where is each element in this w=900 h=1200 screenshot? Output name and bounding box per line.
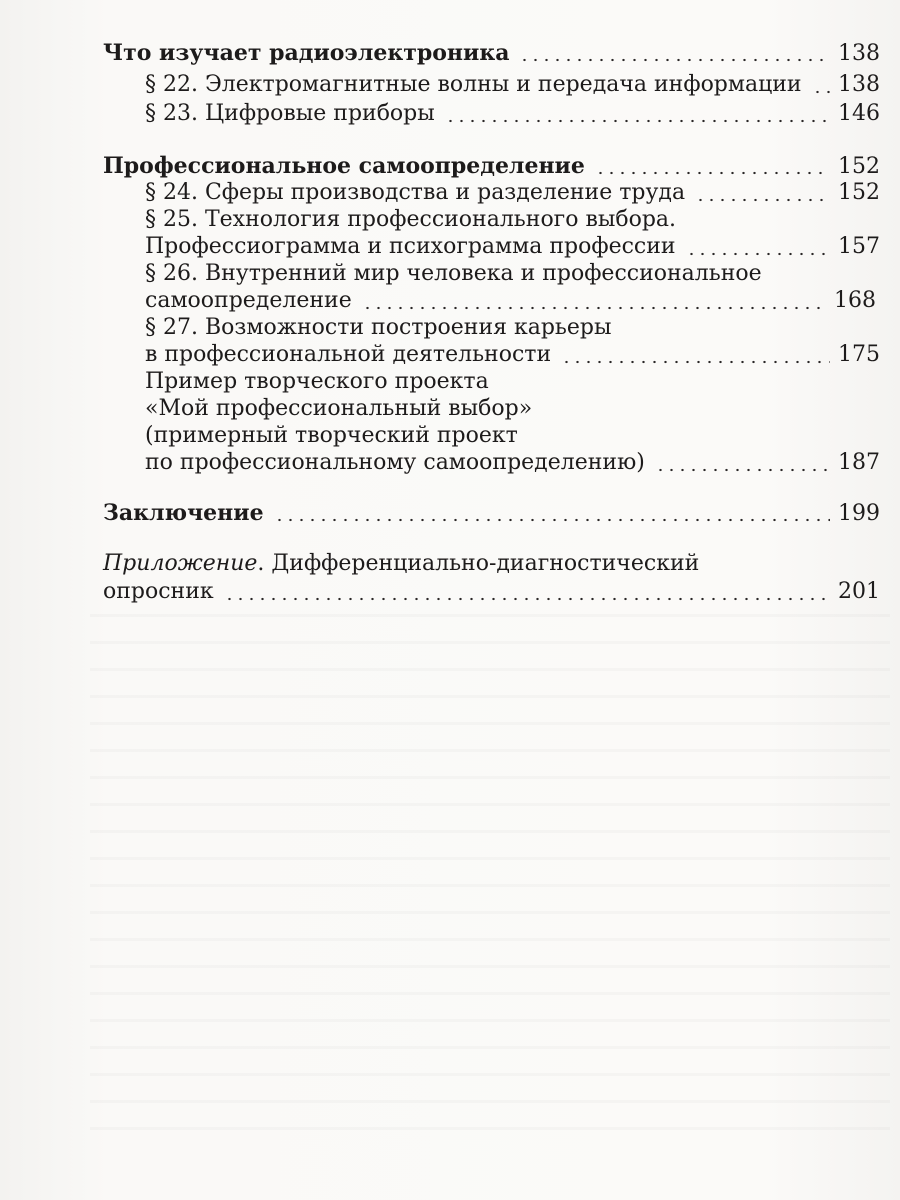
entry-title-line: Профессиограмма и психограмма профессии xyxy=(145,234,676,259)
entry-title-line: § 27. Возможности построения карьеры xyxy=(145,315,612,340)
leader-dots xyxy=(655,468,830,472)
toc-entry-continuation xyxy=(103,421,880,451)
toc-appendix-continuation[interactable] xyxy=(103,577,880,607)
toc-entry-continuation[interactable] xyxy=(103,340,880,370)
section-title: Что изучает радиоэлектроника xyxy=(103,40,510,66)
toc-entry[interactable] xyxy=(103,205,880,235)
entry-title-line: по профессиональному самоопределению) xyxy=(145,450,645,475)
entry-title-line: § 25. Технология профессионального выбора. xyxy=(145,207,677,232)
page-number: 201 xyxy=(838,579,880,604)
page-number: 152 xyxy=(838,180,880,205)
section-title: Профессиональное самоопределение xyxy=(103,153,585,179)
appendix-title-line: . Дифференциально-диагностический xyxy=(257,551,700,576)
toc-entry[interactable] xyxy=(103,259,880,289)
toc-section-heading[interactable] xyxy=(103,151,880,181)
leader-dots xyxy=(561,360,830,364)
leader-dots xyxy=(519,58,830,62)
entry-title: § 23. Цифровые приборы xyxy=(145,101,435,126)
page-number: 175 xyxy=(838,342,880,367)
page-number: 199 xyxy=(838,501,880,526)
page-number: 157 xyxy=(838,234,880,259)
bleed-through-text xyxy=(90,610,890,1130)
leader-dots xyxy=(445,119,830,123)
entry-title-line: (примерный творческий проект xyxy=(145,423,518,448)
toc-appendix[interactable] xyxy=(103,549,880,579)
entry-title-line: самоопределение xyxy=(145,288,352,313)
leader-dots xyxy=(274,518,830,522)
toc-entry-continuation[interactable] xyxy=(103,286,880,316)
page-number: 152 xyxy=(838,154,880,179)
toc-entry[interactable] xyxy=(103,178,880,208)
entry-title: § 22. Электромагнитные волны и передача информации xyxy=(145,72,802,97)
toc-entry-continuation[interactable] xyxy=(103,448,880,478)
toc-entry-continuation[interactable] xyxy=(103,232,880,262)
leader-dots xyxy=(362,306,826,310)
page-number: 138 xyxy=(838,72,880,97)
appendix-title-line: опросник xyxy=(103,579,214,604)
page-number: 187 xyxy=(838,450,880,475)
toc-entry[interactable] xyxy=(103,70,880,100)
appendix-label: Приложение xyxy=(103,551,258,576)
toc-entry-continuation xyxy=(103,394,880,424)
entry-title-line: «Мой профессиональный выбор» xyxy=(145,396,533,421)
page-number: 146 xyxy=(838,101,880,126)
leader-dots xyxy=(695,198,830,202)
section-title: Заключение xyxy=(103,500,264,526)
page-number: 138 xyxy=(838,41,880,66)
leader-dots xyxy=(224,597,830,601)
entry-title-line: в профессиональной деятельности xyxy=(145,342,552,367)
entry-title-line: § 26. Внутренний мир человека и профессиональное xyxy=(145,261,762,286)
leader-dots xyxy=(595,171,830,175)
entry-title-line: Пример творческого проекта xyxy=(145,369,489,394)
toc-entry[interactable] xyxy=(103,367,880,397)
toc-section-heading[interactable] xyxy=(103,498,880,528)
toc-section-heading[interactable] xyxy=(103,38,880,68)
page-number: 168 xyxy=(834,288,876,313)
leader-dots xyxy=(686,252,830,256)
toc-entry[interactable] xyxy=(103,313,880,343)
toc-entry[interactable] xyxy=(103,99,880,129)
leader-dots xyxy=(812,90,830,94)
entry-title: § 24. Сферы производства и разделение труда xyxy=(145,180,686,205)
